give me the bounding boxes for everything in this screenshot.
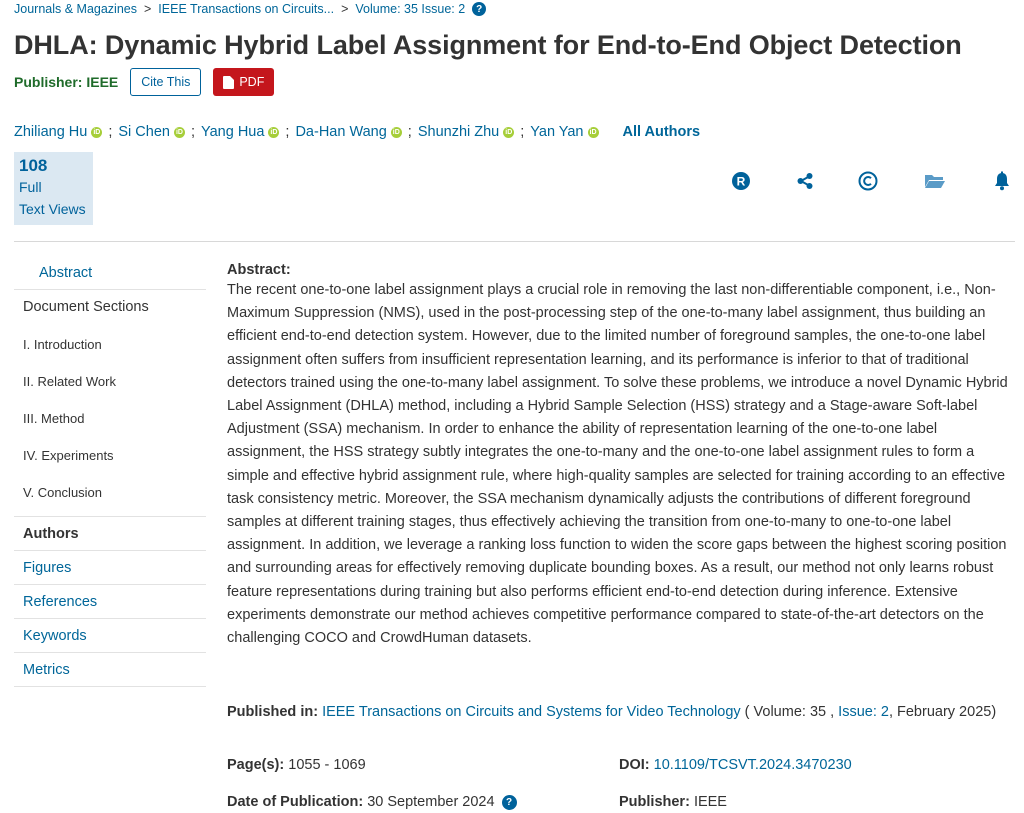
- breadcrumb-journals[interactable]: Journals & Magazines: [14, 2, 137, 16]
- pubdate-row: [227, 794, 517, 810]
- date-text: , February 2025): [888, 704, 997, 720]
- breadcrumb-separator: >: [143, 2, 152, 16]
- folder-icon[interactable]: [924, 170, 946, 192]
- help-icon[interactable]: ?: [502, 795, 517, 810]
- author-link[interactable]: Da-Han Wang iD: [295, 124, 400, 140]
- doi-row: [619, 757, 852, 773]
- author-separator: ;: [407, 124, 412, 140]
- pages-row: [227, 757, 366, 773]
- copyright-icon[interactable]: [857, 170, 879, 192]
- sidebar-section-method[interactable]: III. Method: [23, 411, 85, 426]
- action-toolbar: [0, 170, 1024, 192]
- publisher-meta-label: Publisher:: [619, 794, 690, 810]
- journal-link[interactable]: IEEE Transactions on Circuits and Systems for Video Technology: [322, 704, 741, 720]
- author-separator: ;: [285, 124, 290, 140]
- pubdate-label: Date of Publication:: [227, 794, 364, 810]
- sidebar-sections-heading: Document Sections: [23, 299, 149, 315]
- publisher-label: Publisher: IEEE: [14, 74, 119, 90]
- breadcrumb-separator: >: [341, 2, 349, 16]
- sidebar-item-abstract[interactable]: Abstract: [14, 256, 206, 290]
- orcid-icon[interactable]: iD: [175, 128, 183, 136]
- sidebar-item-authors[interactable]: Authors: [14, 517, 206, 551]
- abstract-heading: Abstract:: [227, 262, 291, 278]
- views-label: Full: [19, 179, 42, 195]
- cite-this-button[interactable]: Cite This: [130, 68, 201, 96]
- share-icon[interactable]: [794, 170, 816, 192]
- volume-text: ( Volume: 35 ,: [744, 704, 835, 720]
- sidebar-item-figures[interactable]: Figures: [14, 551, 206, 585]
- divider: [14, 241, 1015, 242]
- published-in-label: Published in:: [227, 704, 319, 720]
- abstract-text: The recent one-to-one label assignment plays a crucial role in removing the last non-differentiable component, i.e., Non-Maximum Suppression (NMS), used in the post-processing step of the one-to-many label assignment, thus building an efficient end-to-end detection system. However, due to the limited number of foreground samples, the one-to-one label assignment often suffers from insufficient representation learning, and its performance is inferior to that of traditional detectors trained using the one-to-many label assignment. To solve these problems, we introduce a novel Dynamic Hybrid Label Assignment (DHLA) method, including a Hybrid Sample Selection (HSS) strategy and a Stage-aware Soft-label Adjustment (SSA) mechanism. In order to enhance the ability of representation learning of the one-to-one label assignment, the HSS strategy subtly integrates the one-to-many and the one-to-one label assignment rules to form a simple and effective hybrid assignment rule, where high-quality samples are selected for training according to an effective task consistency metric. Moreover, the SSA mechanism dynamically adjusts the contributions of different foreground samples at different training stages, thus effectively achieving the transition from one-to-many to one-to-one label assignment. In addition, we leverage a ranking loss function to widen the score gaps between the highest scoring position and surrounding areas for effectively removing duplicate bounding boxes. As a result, our method not only learns robust feature representations during training but also performs efficient end-to-end detection during inference. Extensive experiments demonstrate our method achieves competitive performance compared to state-of-the-art detectors on the challenging COCO and CrowdHuman datasets.: [227, 282, 1008, 647]
- author-link[interactable]: Yan Yan iD: [530, 124, 597, 140]
- publisher-meta-row: [619, 794, 727, 810]
- author-separator: ;: [520, 124, 525, 140]
- published-in: [227, 704, 996, 720]
- alert-bell-icon[interactable]: [991, 170, 1013, 192]
- sidebar-section-conclusion[interactable]: V. Conclusion: [14, 474, 206, 517]
- document-sidebar: [14, 256, 206, 687]
- orcid-icon[interactable]: iD: [270, 128, 278, 136]
- pubdate-value: 30 September 2024: [367, 794, 495, 810]
- sidebar-item-keywords[interactable]: Keywords: [14, 619, 206, 653]
- sidebar-section-introduction[interactable]: I. Introduction: [23, 337, 102, 352]
- author-separator: ;: [108, 124, 113, 140]
- breadcrumb: [14, 2, 486, 16]
- author-link[interactable]: Si Chen iD: [118, 124, 183, 140]
- publisher-meta-value: IEEE: [693, 794, 727, 810]
- orcid-icon[interactable]: iD: [589, 128, 597, 136]
- svg-text:R: R: [736, 174, 746, 189]
- sidebar-section-related-work[interactable]: II. Related Work: [23, 374, 116, 389]
- sidebar-item-references[interactable]: References: [14, 585, 206, 619]
- sidebar-item-metrics[interactable]: Metrics: [14, 653, 206, 687]
- sidebar-section-experiments[interactable]: IV. Experiments: [23, 448, 114, 463]
- pdf-button[interactable]: [213, 68, 274, 96]
- doi-label: DOI:: [619, 757, 650, 773]
- pages-label: Page(s):: [227, 757, 285, 773]
- pdf-icon: [223, 76, 234, 89]
- breadcrumb-journal[interactable]: IEEE Transactions on Circuits...: [158, 2, 335, 16]
- page-title: DHLA: Dynamic Hybrid Label Assignment for End-to-End Object Detection: [14, 30, 962, 60]
- author-link[interactable]: Shunzhi Zhu iD: [417, 124, 513, 140]
- help-icon[interactable]: ?: [472, 2, 486, 16]
- orcid-icon[interactable]: iD: [392, 128, 400, 136]
- pdf-button-label: PDF: [239, 75, 265, 89]
- publisher-row: [14, 68, 274, 96]
- author-link[interactable]: Yang Hua iD: [201, 124, 278, 140]
- breadcrumb-issue[interactable]: Volume: 35 Issue: 2: [355, 2, 466, 16]
- author-link[interactable]: Zhiliang Hu iD: [14, 124, 101, 140]
- author-list: [14, 124, 700, 140]
- all-authors-link[interactable]: All Authors: [622, 124, 701, 140]
- pages-value: 1055 - 1069: [288, 757, 366, 773]
- views-count: 108: [19, 156, 48, 175]
- orcid-icon[interactable]: iD: [93, 128, 101, 136]
- views-label: Text Views: [19, 201, 86, 217]
- issue-link[interactable]: Issue: 2: [838, 704, 889, 720]
- orcid-icon[interactable]: iD: [505, 128, 513, 136]
- rights-icon[interactable]: [730, 170, 752, 192]
- abstract-section: [227, 262, 1017, 650]
- author-separator: ;: [190, 124, 195, 140]
- doi-link[interactable]: 10.1109/TCSVT.2024.3470230: [653, 757, 852, 773]
